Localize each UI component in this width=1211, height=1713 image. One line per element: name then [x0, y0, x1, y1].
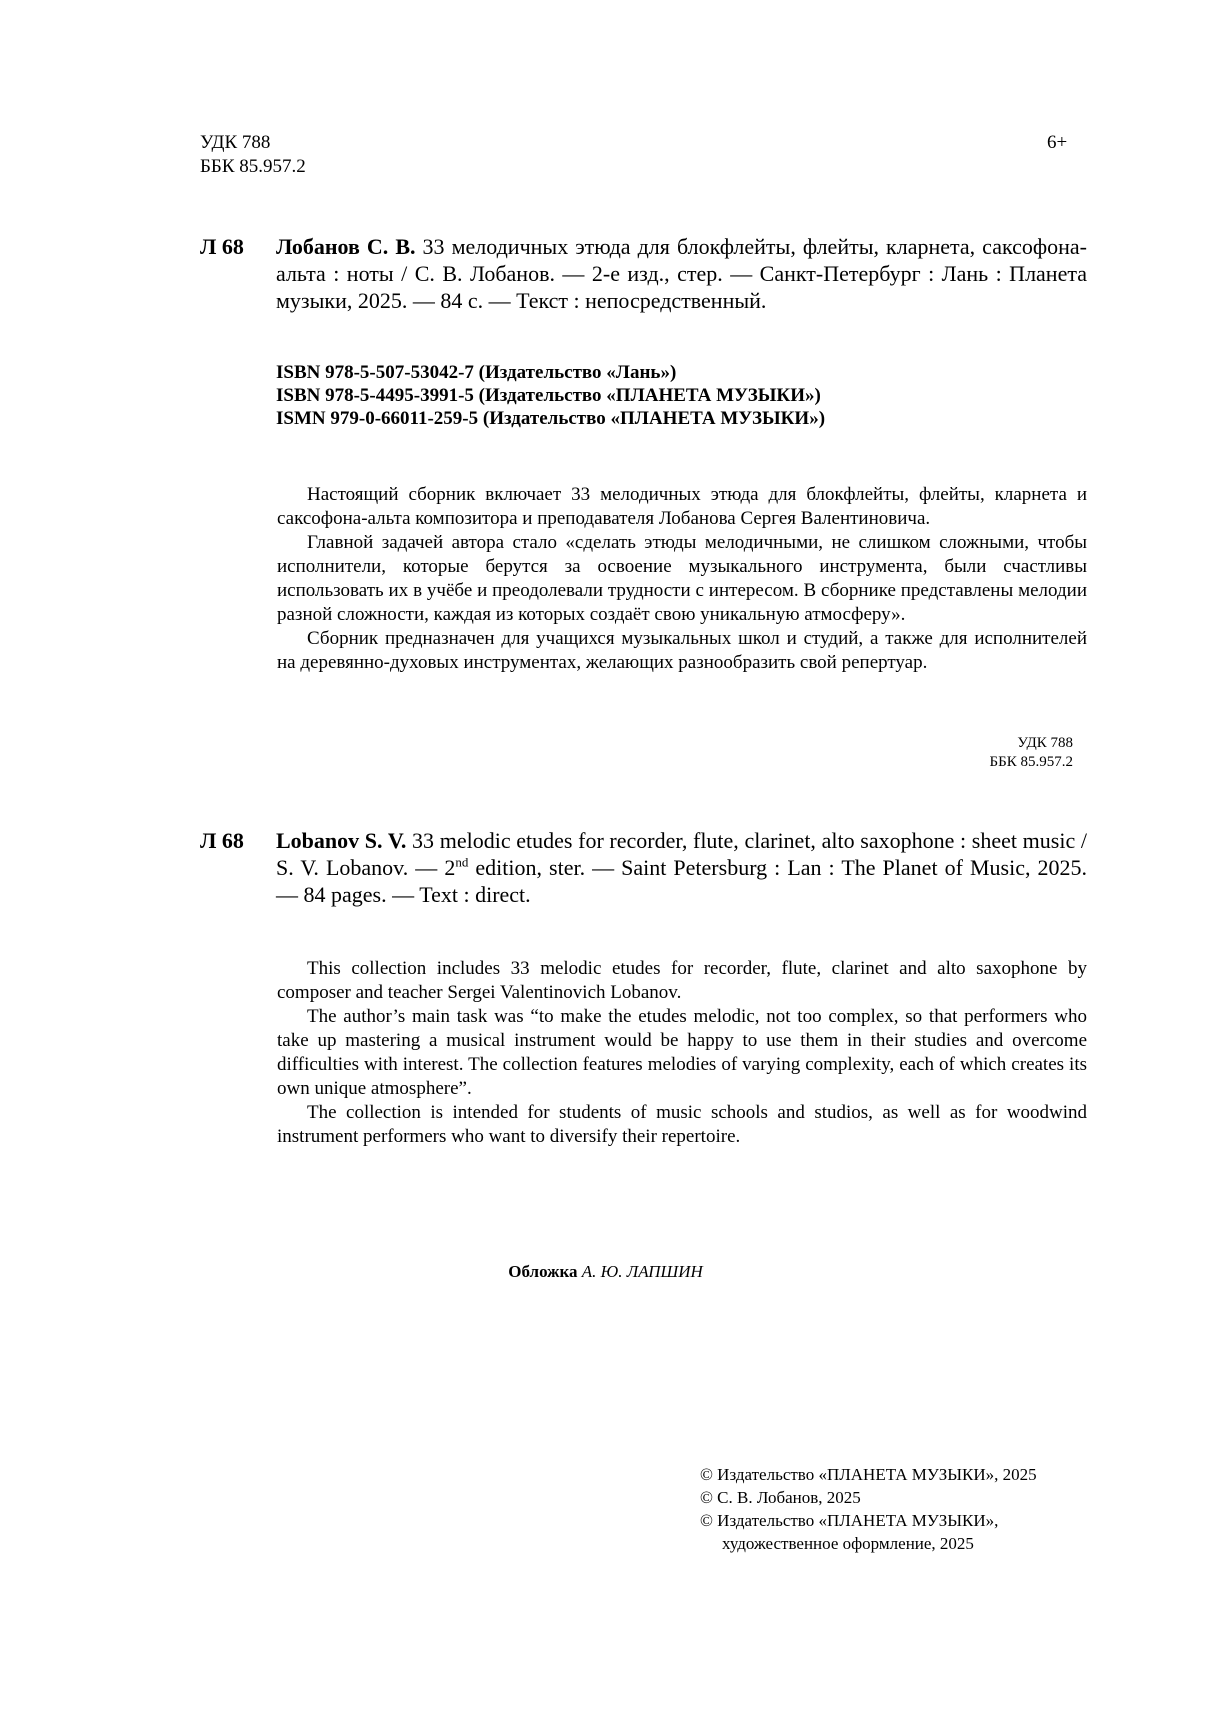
copyright-line: © Издательство «ПЛАНЕТА МУЗЫКИ»,	[700, 1511, 999, 1530]
bibliographic-record-en	[276, 827, 1087, 908]
copyright-block	[700, 1463, 1037, 1555]
ismn-planeta: ISMN 979-0-66011-259-5 (Издательство «ПЛАНЕТА МУЗЫКИ»)	[276, 408, 826, 429]
udk-code-right: УДК 788	[1017, 735, 1073, 751]
bbk-code: ББК 85.957.2	[200, 156, 306, 177]
edition-superscript: nd	[455, 854, 469, 870]
abstract-en	[277, 957, 1087, 1149]
record-description-ru: 33 мелодичных этюда для блокфлейты, флейты, кларнета, саксофона-альта : ноты / С. В. Лобанов. — 2-е изд., стер. — Санкт-Петербург : Лань : Планета музыки, 2025. — 84 с. — Текст : непосредственный.	[276, 234, 1088, 313]
copyright-line: © С. В. Лобанов, 2025	[700, 1488, 861, 1507]
udk-code: УДК 788	[200, 132, 271, 153]
cover-credit	[0, 1262, 1211, 1282]
bibliographic-record-ru	[276, 233, 1087, 314]
isbn-planeta: ISBN 978-5-4495-3991-5 (Издательство «ПЛАНЕТА МУЗЫКИ»)	[276, 385, 821, 406]
record-description-en-tail: edition, ster. — Saint Petersburg : Lan : The Planet of Music, 2025. — 84 pages. — Text : direct.	[276, 855, 1088, 907]
abstract-paragraph: Сборник предназначен для учащихся музыкальных школ и студий, а также для исполнителей на деревянно-духовых инструментах, желающих разнообразить свой репертуар.	[277, 628, 1087, 673]
author-code-ru: Л 68	[200, 234, 244, 259]
abstract-paragraph: The collection is intended for students of music schools and studios, as well as for woodwind instrument performers who want to diversify their repertoire.	[277, 1102, 1087, 1147]
record-description-en: 33 melodic etudes for recorder, flute, clarinet, alto saxophone : sheet music / S. V. Lobanov. — 2	[276, 828, 1087, 880]
abstract-ru	[277, 483, 1087, 675]
udk-header	[200, 131, 306, 179]
bbk-code-right: ББК 85.957.2	[989, 754, 1073, 770]
isbn-lan: ISBN 978-5-507-53042-7 (Издательство «Лань»)	[276, 362, 677, 383]
author-name-ru: Лобанов С. В.	[276, 234, 416, 259]
udk-bbk-right	[990, 734, 1073, 772]
copyright-line: © Издательство «ПЛАНЕТА МУЗЫКИ», 2025	[700, 1465, 1037, 1484]
author-name-en: Lobanov S. V.	[276, 828, 407, 853]
author-code-en: Л 68	[200, 828, 244, 853]
abstract-paragraph: The author’s main task was “to make the etudes melodic, not too complex, so that performers who take up mastering a musical instrument would be happy to use them in their studies and overcome difficulties with interest. The collection features melodies of varying complexity, each of which creates its own unique atmosphere”.	[277, 1006, 1087, 1099]
isbn-block	[276, 361, 825, 430]
abstract-paragraph: Главной задачей автора стало «сделать этюды мелодичными, не слишком сложными, чтобы исполнители, которые берутся за освоение музыкального инструмента, были счастливы использовать их в учёбе и преодолевали трудности с интересом. В сборнике представлены мелодии разной сложности, каждая из которых создаёт свою уникальную атмосферу».	[277, 532, 1087, 625]
abstract-paragraph: Настоящий сборник включает 33 мелодичных этюда для блокфлейты, флейты, кларнета и саксофона-альта композитора и преподавателя Лобанова Сергея Валентиновича.	[277, 484, 1087, 529]
cover-credit-role: Обложка	[508, 1262, 578, 1281]
copyright-line: художественное оформление, 2025	[722, 1534, 974, 1553]
abstract-paragraph: This collection includes 33 melodic etudes for recorder, flute, clarinet and alto saxophone by composer and teacher Sergei Valentinovich Lobanov.	[277, 958, 1087, 1003]
age-rating: 6+	[1047, 132, 1068, 153]
cover-credit-person: А. Ю. ЛАПШИН	[581, 1262, 703, 1281]
